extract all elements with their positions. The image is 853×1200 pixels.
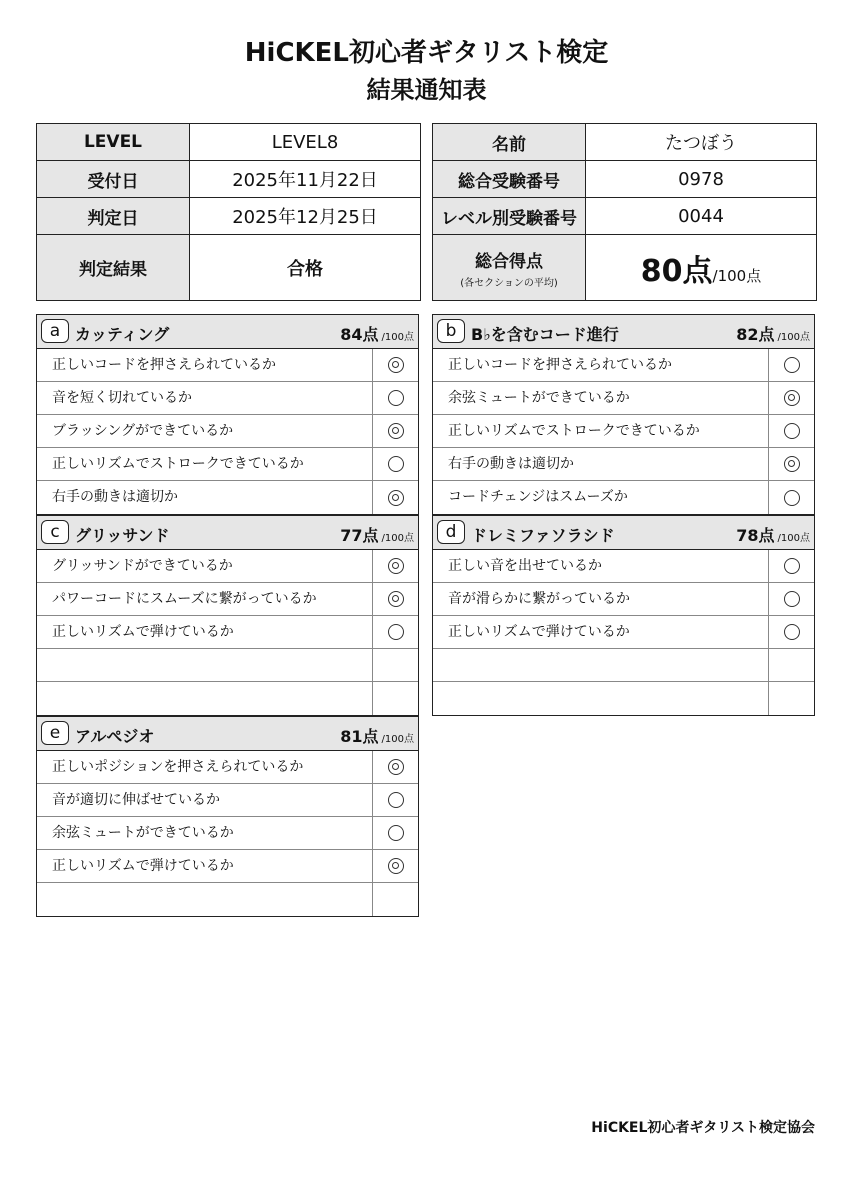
double-circle-icon — [388, 858, 404, 874]
checklist-mark-cell — [768, 682, 814, 715]
circle-icon — [784, 357, 800, 373]
checklist-mark-cell — [768, 349, 814, 381]
checklist-mark-cell — [372, 817, 418, 849]
double-circle-icon — [388, 423, 404, 439]
section-title: ドレミファソラシド — [471, 526, 615, 545]
section-score-max: /100点 — [381, 533, 414, 544]
checklist-row — [433, 349, 814, 382]
circle-icon — [388, 825, 404, 841]
section-score — [736, 523, 810, 546]
double-circle-icon — [388, 357, 404, 373]
checklist-row — [37, 448, 418, 481]
checklist-mark-cell — [372, 448, 418, 480]
checklist-row — [433, 649, 814, 682]
checklist-row — [37, 682, 418, 715]
checklist-item-text: 正しいポジションを押さえられているか — [52, 759, 304, 775]
section-score-value: 77点 — [340, 526, 379, 545]
total-score-max: /100点 — [712, 266, 762, 285]
double-circle-icon — [784, 390, 800, 406]
checklist-item-text: 正しいリズムで弾けているか — [448, 624, 630, 640]
checklist-mark-cell — [372, 583, 418, 615]
total-score-cell — [433, 235, 586, 301]
checklist-mark-cell — [768, 382, 814, 414]
double-circle-icon — [388, 759, 404, 775]
checklist-item-text: 正しいコードを押さえられているか — [448, 357, 672, 373]
section-title: B♭を含むコード進行 — [471, 325, 619, 344]
checklist-item-text: 余弦ミュートができているか — [448, 390, 630, 406]
checklist-mark-cell — [372, 550, 418, 582]
checklist-row — [433, 382, 814, 415]
section-a — [36, 314, 419, 515]
section-title: カッティング — [75, 325, 170, 344]
checklist-mark-cell — [372, 682, 418, 715]
checklist-item-text: 音を短く切れているか — [52, 390, 192, 406]
checklist-row — [37, 550, 418, 583]
section-header — [37, 315, 418, 349]
section-letter: e — [41, 721, 69, 745]
checklist-mark-cell — [768, 649, 814, 681]
received-date-value: 2025年11月22日 — [190, 161, 421, 198]
checklist-mark-cell — [768, 415, 814, 447]
checklist-mark-cell — [372, 850, 418, 882]
section-score-max: /100点 — [381, 734, 414, 745]
checklist-row — [433, 583, 814, 616]
checklist-row — [433, 481, 814, 514]
section-score — [340, 523, 414, 546]
checklist-item-text: コードチェンジはスムーズか — [448, 489, 628, 505]
checklist-mark-cell — [372, 751, 418, 783]
section-c — [36, 515, 419, 716]
section-e — [36, 716, 419, 917]
checklist-mark-cell — [372, 883, 418, 916]
section-title: アルペジオ — [75, 727, 155, 746]
section-score-value: 78点 — [736, 526, 775, 545]
checklist-row — [433, 682, 814, 715]
section-score-max: /100点 — [777, 533, 810, 544]
section-letter: c — [41, 520, 69, 544]
total-number-label: 総合受験番号 — [433, 161, 586, 198]
checklist-item-text: 正しいコードを押さえられているか — [52, 357, 276, 373]
checklist-item-text: 音が適切に伸ばせているか — [52, 792, 220, 808]
checklist-row — [37, 649, 418, 682]
checklist-row — [433, 415, 814, 448]
circle-icon — [388, 390, 404, 406]
section-letter: a — [41, 319, 69, 343]
circle-icon — [784, 490, 800, 506]
total-score-note: (各セクションの平均) — [460, 277, 558, 289]
checklist-row — [37, 817, 418, 850]
checklist-item-text: 正しいリズムでストロークできているか — [448, 423, 700, 439]
checklist-item-text — [37, 649, 372, 681]
checklist-mark-cell — [768, 583, 814, 615]
checklist-row — [37, 850, 418, 883]
section-header — [433, 315, 814, 349]
checklist-mark-cell — [768, 481, 814, 514]
section-score — [340, 322, 414, 345]
footer-organization: HiCKEL初心者ギタリスト検定協会 — [591, 1120, 815, 1136]
checklist-item-text: 正しいリズムで弾けているか — [52, 624, 234, 640]
page-subtitle: 結果通知表 — [366, 76, 487, 104]
checklist-item-text: 音が滑らかに繋がっているか — [448, 591, 630, 607]
result-label: 判定結果 — [37, 235, 190, 301]
level-label: LEVEL — [37, 124, 190, 161]
section-header — [37, 717, 418, 751]
checklist-mark-cell — [372, 349, 418, 381]
circle-icon — [784, 423, 800, 439]
checklist-item-text — [37, 883, 372, 916]
double-circle-icon — [784, 456, 800, 472]
section-d — [432, 515, 815, 716]
section-score — [736, 322, 810, 345]
checklist-item-text: 余弦ミュートができているか — [52, 825, 234, 841]
double-circle-icon — [388, 558, 404, 574]
checklist-item-text: パワーコードにスムーズに繋がっているか — [52, 591, 317, 607]
checklist-mark-cell — [372, 481, 418, 514]
section-score-max: /100点 — [381, 332, 414, 343]
checklist-mark-cell — [372, 784, 418, 816]
judged-date-label: 判定日 — [37, 198, 190, 235]
circle-icon — [388, 792, 404, 808]
checklist-item-text: 正しいリズムでストロークできているか — [52, 456, 304, 472]
checklist-row — [37, 583, 418, 616]
checklist-row — [37, 415, 418, 448]
checklist-item-text — [37, 682, 372, 715]
info-table-right — [432, 123, 817, 301]
page-title: HiCKEL初心者ギタリスト検定 — [244, 38, 609, 68]
level-value: LEVEL8 — [190, 124, 421, 161]
section-score-value: 82点 — [736, 325, 775, 344]
total-score-value: 80点 — [640, 253, 713, 289]
checklist-row — [433, 616, 814, 649]
double-circle-icon — [388, 490, 404, 506]
section-score-max: /100点 — [777, 332, 810, 343]
circle-icon — [784, 558, 800, 574]
checklist-item-text — [433, 682, 768, 715]
checklist-item-text: グリッサンドができているか — [52, 558, 233, 574]
section-title: グリッサンド — [75, 526, 170, 545]
checklist-item-text — [433, 649, 768, 681]
section-score — [340, 724, 414, 747]
section-letter: d — [437, 520, 465, 544]
total-score-label: 総合得点 — [475, 251, 543, 272]
checklist-row — [37, 883, 418, 916]
section-score-value: 81点 — [340, 727, 379, 746]
checklist-item-text: 正しいリズムで弾けているか — [52, 858, 234, 874]
total-number-value: 0978 — [586, 161, 817, 198]
section-header — [433, 516, 814, 550]
name-value: たつぼう — [586, 124, 817, 161]
checklist-mark-cell — [768, 550, 814, 582]
checklist-row — [433, 550, 814, 583]
circle-icon — [388, 624, 404, 640]
level-number-label: レベル別受験番号 — [433, 198, 586, 235]
checklist-row — [37, 382, 418, 415]
judged-date-value: 2025年12月25日 — [190, 198, 421, 235]
checklist-mark-cell — [372, 415, 418, 447]
checklist-row — [37, 481, 418, 514]
checklist-item-text: 右手の動きは適切か — [52, 489, 178, 505]
checklist-item-text: ブラッシングができているか — [52, 423, 234, 439]
section-header — [37, 516, 418, 550]
checklist-item-text: 右手の動きは適切か — [448, 456, 574, 472]
checklist-row — [37, 616, 418, 649]
double-circle-icon — [388, 591, 404, 607]
checklist-mark-cell — [372, 649, 418, 681]
info-table-left — [36, 123, 421, 301]
circle-icon — [388, 456, 404, 472]
checklist-row — [433, 448, 814, 481]
name-label: 名前 — [433, 124, 586, 161]
circle-icon — [784, 624, 800, 640]
checklist-item-text: 正しい音を出せているか — [448, 558, 602, 574]
checklist-row — [37, 349, 418, 382]
checklist-mark-cell — [372, 616, 418, 648]
total-score-value-cell — [586, 235, 817, 301]
checklist-row — [37, 784, 418, 817]
section-score-value: 84点 — [340, 325, 379, 344]
section-letter: b — [437, 319, 465, 343]
checklist-row — [37, 751, 418, 784]
result-value: 合格 — [190, 235, 421, 301]
level-number-value: 0044 — [586, 198, 817, 235]
checklist-mark-cell — [768, 616, 814, 648]
section-b — [432, 314, 815, 515]
checklist-mark-cell — [372, 382, 418, 414]
received-date-label: 受付日 — [37, 161, 190, 198]
circle-icon — [784, 591, 800, 607]
checklist-mark-cell — [768, 448, 814, 480]
